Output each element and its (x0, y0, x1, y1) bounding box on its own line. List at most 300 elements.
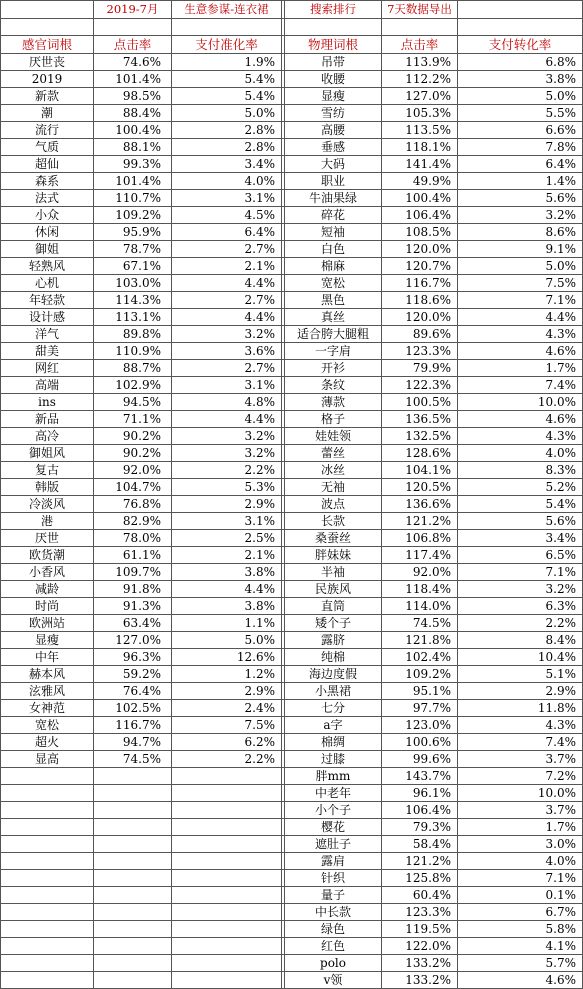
physical-keyword-cell: 棉绸 (285, 734, 382, 751)
right-cvr-cell: 4.4% (458, 309, 583, 326)
right-ctr-cell: 100.6% (382, 734, 458, 751)
physical-keyword-cell: 雪纺 (285, 105, 382, 122)
table-row (1, 972, 583, 989)
right-ctr-cell: 58.4% (382, 836, 458, 853)
right-cvr-cell: 7.5% (458, 275, 583, 292)
physical-keyword-cell: 职业 (285, 173, 382, 190)
right-cvr-cell: 7.2% (458, 768, 583, 785)
sense-keyword-cell: 新款 (1, 88, 94, 105)
left-ctr-cell: 99.3% (94, 156, 172, 173)
sense-keyword-cell (1, 785, 94, 802)
right-ctr-cell: 106.4% (382, 802, 458, 819)
left-ctr-cell: 109.2% (94, 207, 172, 224)
header-left-ctr: 点击率 (94, 36, 172, 54)
physical-keyword-cell: 小个子 (285, 802, 382, 819)
table-row (1, 394, 583, 411)
table-row (1, 258, 583, 275)
right-cvr-cell: 6.3% (458, 598, 583, 615)
sense-keyword-cell (1, 955, 94, 972)
physical-keyword-cell: 一字肩 (285, 343, 382, 360)
physical-keyword-cell: 波点 (285, 496, 382, 513)
right-ctr-cell: 105.3% (382, 105, 458, 122)
left-ctr-cell: 110.7% (94, 190, 172, 207)
right-ctr-cell: 100.5% (382, 394, 458, 411)
right-ctr-cell: 123.3% (382, 343, 458, 360)
right-ctr-cell: 123.3% (382, 904, 458, 921)
left-ctr-cell (94, 972, 172, 989)
right-cvr-cell: 3.7% (458, 751, 583, 768)
right-cvr-cell: 5.7% (458, 955, 583, 972)
sense-keyword-cell (1, 972, 94, 989)
physical-keyword-cell: 高腰 (285, 122, 382, 139)
left-ctr-cell: 59.2% (94, 666, 172, 683)
right-cvr-cell: 4.1% (458, 938, 583, 955)
right-ctr-cell: 49.9% (382, 173, 458, 190)
right-cvr-cell: 6.4% (458, 156, 583, 173)
left-cvr-cell: 3.2% (172, 326, 282, 343)
sense-keyword-cell (1, 768, 94, 785)
left-cvr-cell: 4.8% (172, 394, 282, 411)
right-ctr-cell: 121.2% (382, 513, 458, 530)
right-ctr-cell: 120.0% (382, 241, 458, 258)
left-ctr-cell: 76.4% (94, 683, 172, 700)
empty-cell (458, 19, 583, 36)
empty-cell (94, 19, 172, 36)
table-row (1, 700, 583, 717)
right-cvr-cell: 4.6% (458, 411, 583, 428)
left-cvr-cell: 2.8% (172, 122, 282, 139)
left-cvr-cell: 4.4% (172, 309, 282, 326)
right-ctr-cell: 117.4% (382, 547, 458, 564)
left-ctr-cell: 91.8% (94, 581, 172, 598)
left-cvr-cell: 2.7% (172, 292, 282, 309)
right-cvr-cell: 4.6% (458, 343, 583, 360)
sense-keyword-cell (1, 921, 94, 938)
sense-keyword-cell (1, 802, 94, 819)
sense-keyword-cell: 宽松 (1, 717, 94, 734)
physical-keyword-cell: 纯棉 (285, 649, 382, 666)
left-cvr-cell: 2.2% (172, 462, 282, 479)
table-row (1, 734, 583, 751)
title-row (1, 1, 583, 19)
right-ctr-cell: 125.8% (382, 870, 458, 887)
left-cvr-cell: 3.4% (172, 156, 282, 173)
sense-keyword-cell (1, 904, 94, 921)
sense-keyword-cell: 年轻款 (1, 292, 94, 309)
physical-keyword-cell: 适合胯大腿粗 (285, 326, 382, 343)
physical-keyword-cell: 冰丝 (285, 462, 382, 479)
left-cvr-cell (172, 785, 282, 802)
right-ctr-cell: 92.0% (382, 564, 458, 581)
sense-keyword-cell: 女神范 (1, 700, 94, 717)
left-cvr-cell (172, 870, 282, 887)
physical-keyword-cell: 七分 (285, 700, 382, 717)
physical-keyword-cell: 胖mm (285, 768, 382, 785)
physical-keyword-cell: 小黑裙 (285, 683, 382, 700)
table-row (1, 326, 583, 343)
table-row (1, 496, 583, 513)
left-ctr-cell: 88.7% (94, 360, 172, 377)
table-row (1, 785, 583, 802)
left-ctr-cell (94, 802, 172, 819)
table-row (1, 207, 583, 224)
sense-keyword-cell: 森系 (1, 173, 94, 190)
left-cvr-cell: 12.6% (172, 649, 282, 666)
left-cvr-cell (172, 972, 282, 989)
right-ctr-cell: 122.3% (382, 377, 458, 394)
physical-keyword-cell: 显瘦 (285, 88, 382, 105)
sense-keyword-cell: 中年 (1, 649, 94, 666)
right-cvr-cell: 7.8% (458, 139, 583, 156)
right-ctr-cell: 121.2% (382, 853, 458, 870)
right-cvr-cell: 4.3% (458, 326, 583, 343)
left-cvr-cell: 5.3% (172, 479, 282, 496)
table-row (1, 768, 583, 785)
sense-keyword-cell (1, 853, 94, 870)
left-ctr-cell (94, 853, 172, 870)
physical-keyword-cell: 牛油果绿 (285, 190, 382, 207)
left-ctr-cell: 101.4% (94, 71, 172, 88)
empty-cell (1, 19, 94, 36)
left-cvr-cell (172, 853, 282, 870)
right-cvr-cell: 11.8% (458, 700, 583, 717)
table-row (1, 190, 583, 207)
physical-keyword-cell: 短袖 (285, 224, 382, 241)
right-cvr-cell: 1.7% (458, 360, 583, 377)
sense-keyword-cell: 心机 (1, 275, 94, 292)
left-ctr-cell: 95.9% (94, 224, 172, 241)
table-row (1, 564, 583, 581)
left-cvr-cell (172, 887, 282, 904)
right-ctr-cell: 141.4% (382, 156, 458, 173)
left-ctr-cell: 91.3% (94, 598, 172, 615)
table-row (1, 751, 583, 768)
sense-keyword-cell: ins (1, 394, 94, 411)
left-cvr-cell: 2.2% (172, 751, 282, 768)
right-cvr-cell: 9.1% (458, 241, 583, 258)
left-cvr-cell: 3.1% (172, 190, 282, 207)
left-cvr-cell (172, 938, 282, 955)
left-cvr-cell: 2.8% (172, 139, 282, 156)
left-cvr-cell: 2.5% (172, 530, 282, 547)
right-cvr-cell: 2.2% (458, 615, 583, 632)
physical-keyword-cell: 桑蚕丝 (285, 530, 382, 547)
physical-keyword-cell: 蕾丝 (285, 445, 382, 462)
right-ctr-cell: 79.9% (382, 360, 458, 377)
table-row (1, 887, 583, 904)
left-ctr-cell: 82.9% (94, 513, 172, 530)
table-row (1, 122, 583, 139)
physical-keyword-cell: polo (285, 955, 382, 972)
right-cvr-cell: 7.4% (458, 734, 583, 751)
right-cvr-cell: 8.6% (458, 224, 583, 241)
sense-keyword-cell: 高冷 (1, 428, 94, 445)
left-ctr-cell: 74.6% (94, 54, 172, 71)
table-row (1, 938, 583, 955)
physical-keyword-cell: 胖妹妹 (285, 547, 382, 564)
spacer-row (1, 19, 583, 36)
right-ctr-cell: 108.5% (382, 224, 458, 241)
left-ctr-cell: 109.7% (94, 564, 172, 581)
sense-keyword-cell: 厌世丧 (1, 54, 94, 71)
table-row (1, 598, 583, 615)
right-cvr-cell: 3.7% (458, 802, 583, 819)
right-ctr-cell: 106.8% (382, 530, 458, 547)
sense-keyword-cell: 新品 (1, 411, 94, 428)
right-cvr-cell: 3.2% (458, 207, 583, 224)
left-ctr-cell: 78.7% (94, 241, 172, 258)
left-ctr-cell (94, 904, 172, 921)
left-cvr-cell: 1.1% (172, 615, 282, 632)
left-cvr-cell: 3.6% (172, 343, 282, 360)
right-ctr-cell: 109.2% (382, 666, 458, 683)
table-row (1, 173, 583, 190)
table-row (1, 139, 583, 156)
title-export: 7天数据导出 (382, 1, 458, 19)
left-ctr-cell: 110.9% (94, 343, 172, 360)
left-cvr-cell: 4.4% (172, 581, 282, 598)
table-row (1, 666, 583, 683)
right-ctr-cell: 114.0% (382, 598, 458, 615)
sense-keyword-cell: 冷淡风 (1, 496, 94, 513)
left-cvr-cell: 1.2% (172, 666, 282, 683)
physical-keyword-cell: 海边度假 (285, 666, 382, 683)
physical-keyword-cell: 绿色 (285, 921, 382, 938)
table-row (1, 105, 583, 122)
right-ctr-cell: 127.0% (382, 88, 458, 105)
table-row (1, 275, 583, 292)
sense-keyword-cell: 泫雅风 (1, 683, 94, 700)
right-ctr-cell: 100.4% (382, 190, 458, 207)
sense-keyword-cell: 显高 (1, 751, 94, 768)
left-cvr-cell: 1.9% (172, 54, 282, 71)
left-cvr-cell: 4.0% (172, 173, 282, 190)
table-row (1, 377, 583, 394)
physical-keyword-cell: 垂感 (285, 139, 382, 156)
table-row (1, 530, 583, 547)
right-ctr-cell: 118.6% (382, 292, 458, 309)
right-cvr-cell: 4.0% (458, 853, 583, 870)
left-cvr-cell: 3.8% (172, 564, 282, 581)
sense-keyword-cell: 欧货潮 (1, 547, 94, 564)
right-cvr-cell: 5.0% (458, 88, 583, 105)
sense-keyword-cell: 减龄 (1, 581, 94, 598)
sense-keyword-cell: 赫本风 (1, 666, 94, 683)
left-cvr-cell (172, 836, 282, 853)
right-cvr-cell: 5.6% (458, 513, 583, 530)
left-ctr-cell: 90.2% (94, 445, 172, 462)
physical-keyword-cell: 宽松 (285, 275, 382, 292)
table-row (1, 445, 583, 462)
right-ctr-cell: 121.8% (382, 632, 458, 649)
right-ctr-cell: 133.2% (382, 955, 458, 972)
left-ctr-cell (94, 887, 172, 904)
right-cvr-cell: 10.0% (458, 394, 583, 411)
right-ctr-cell: 118.1% (382, 139, 458, 156)
sense-keyword-cell: 高端 (1, 377, 94, 394)
physical-keyword-cell: 露脐 (285, 632, 382, 649)
physical-keyword-cell: 中老年 (285, 785, 382, 802)
sense-keyword-cell: 流行 (1, 122, 94, 139)
right-cvr-cell: 1.7% (458, 819, 583, 836)
left-cvr-cell: 3.8% (172, 598, 282, 615)
left-ctr-cell: 88.4% (94, 105, 172, 122)
physical-keyword-cell: 遮肚子 (285, 836, 382, 853)
sense-keyword-cell: 气质 (1, 139, 94, 156)
physical-keyword-cell: 薄款 (285, 394, 382, 411)
right-cvr-cell: 7.1% (458, 870, 583, 887)
table-row (1, 71, 583, 88)
left-ctr-cell: 90.2% (94, 428, 172, 445)
left-cvr-cell (172, 819, 282, 836)
right-ctr-cell: 128.6% (382, 445, 458, 462)
table-row (1, 156, 583, 173)
right-cvr-cell: 6.7% (458, 904, 583, 921)
right-cvr-cell: 5.4% (458, 496, 583, 513)
title-cell-empty (1, 1, 94, 19)
left-cvr-cell: 3.1% (172, 377, 282, 394)
left-ctr-cell: 78.0% (94, 530, 172, 547)
sense-keyword-cell: 港 (1, 513, 94, 530)
right-ctr-cell: 136.5% (382, 411, 458, 428)
right-ctr-cell: 120.5% (382, 479, 458, 496)
table-row (1, 904, 583, 921)
table-row (1, 581, 583, 598)
right-ctr-cell: 102.4% (382, 649, 458, 666)
right-cvr-cell: 5.2% (458, 479, 583, 496)
left-ctr-cell: 101.4% (94, 173, 172, 190)
table-row (1, 683, 583, 700)
table-row (1, 632, 583, 649)
left-cvr-cell: 2.7% (172, 360, 282, 377)
table-row (1, 309, 583, 326)
right-ctr-cell: 60.4% (382, 887, 458, 904)
right-ctr-cell: 113.5% (382, 122, 458, 139)
physical-keyword-cell: 针织 (285, 870, 382, 887)
physical-keyword-cell: 黑色 (285, 292, 382, 309)
sense-keyword-cell: 韩版 (1, 479, 94, 496)
physical-keyword-cell: 吊带 (285, 54, 382, 71)
right-ctr-cell: 106.4% (382, 207, 458, 224)
physical-keyword-cell: 过膝 (285, 751, 382, 768)
physical-keyword-cell: 开衫 (285, 360, 382, 377)
left-ctr-cell: 94.7% (94, 734, 172, 751)
title-ranking: 搜索排行 (285, 1, 382, 19)
right-cvr-cell: 1.4% (458, 173, 583, 190)
table-row (1, 853, 583, 870)
left-ctr-cell: 102.9% (94, 377, 172, 394)
table-row (1, 411, 583, 428)
header-left-cvr: 支付准化率 (172, 36, 282, 54)
header-sense-root: 感官词根 (1, 36, 94, 54)
physical-keyword-cell: 格子 (285, 411, 382, 428)
right-cvr-cell: 7.1% (458, 292, 583, 309)
right-ctr-cell: 122.0% (382, 938, 458, 955)
physical-keyword-cell: 白色 (285, 241, 382, 258)
right-ctr-cell: 74.5% (382, 615, 458, 632)
right-cvr-cell: 5.6% (458, 190, 583, 207)
sense-keyword-cell: 法式 (1, 190, 94, 207)
left-ctr-cell: 116.7% (94, 717, 172, 734)
sense-keyword-cell: 小众 (1, 207, 94, 224)
table-row (1, 428, 583, 445)
left-cvr-cell: 6.2% (172, 734, 282, 751)
header-right-ctr: 点击率 (382, 36, 458, 54)
physical-keyword-cell: 收腰 (285, 71, 382, 88)
physical-keyword-cell: 矮个子 (285, 615, 382, 632)
left-ctr-cell: 67.1% (94, 258, 172, 275)
left-ctr-cell (94, 938, 172, 955)
sense-keyword-cell: 时尚 (1, 598, 94, 615)
physical-keyword-cell: 真丝 (285, 309, 382, 326)
left-cvr-cell (172, 921, 282, 938)
table-row (1, 241, 583, 258)
left-ctr-cell: 100.4% (94, 122, 172, 139)
left-ctr-cell: 103.0% (94, 275, 172, 292)
left-cvr-cell: 4.4% (172, 411, 282, 428)
sense-keyword-cell: 厌世 (1, 530, 94, 547)
left-ctr-cell: 76.8% (94, 496, 172, 513)
left-cvr-cell (172, 955, 282, 972)
left-ctr-cell: 61.1% (94, 547, 172, 564)
sense-keyword-cell: 网红 (1, 360, 94, 377)
header-row (1, 36, 583, 54)
table-row (1, 802, 583, 819)
left-cvr-cell: 5.0% (172, 105, 282, 122)
right-cvr-cell: 6.5% (458, 547, 583, 564)
sense-keyword-cell: 轻熟风 (1, 258, 94, 275)
table-row (1, 717, 583, 734)
physical-keyword-cell: 无袖 (285, 479, 382, 496)
physical-keyword-cell: 红色 (285, 938, 382, 955)
physical-keyword-cell: v领 (285, 972, 382, 989)
sense-keyword-cell: 御姐风 (1, 445, 94, 462)
left-cvr-cell: 2.9% (172, 683, 282, 700)
physical-keyword-cell: 中长款 (285, 904, 382, 921)
physical-keyword-cell: 娃娃领 (285, 428, 382, 445)
left-cvr-cell: 3.2% (172, 428, 282, 445)
empty-cell (382, 19, 458, 36)
left-cvr-cell: 2.1% (172, 547, 282, 564)
right-cvr-cell: 4.3% (458, 428, 583, 445)
physical-keyword-cell: 樱花 (285, 819, 382, 836)
left-cvr-cell: 2.4% (172, 700, 282, 717)
sense-keyword-cell: 超仙 (1, 156, 94, 173)
right-cvr-cell: 4.3% (458, 717, 583, 734)
table-row (1, 513, 583, 530)
right-cvr-cell: 3.8% (458, 71, 583, 88)
left-ctr-cell (94, 819, 172, 836)
title-source: 生意参谋-连衣裙 (172, 1, 282, 19)
table-row (1, 870, 583, 887)
left-ctr-cell (94, 768, 172, 785)
sense-keyword-cell: 小香风 (1, 564, 94, 581)
right-ctr-cell: 104.1% (382, 462, 458, 479)
left-ctr-cell: 98.5% (94, 88, 172, 105)
physical-keyword-cell: 大码 (285, 156, 382, 173)
table-row (1, 54, 583, 71)
right-cvr-cell: 4.6% (458, 972, 583, 989)
physical-keyword-cell: 量子 (285, 887, 382, 904)
right-cvr-cell: 3.0% (458, 836, 583, 853)
left-ctr-cell: 88.1% (94, 139, 172, 156)
left-ctr-cell (94, 870, 172, 887)
right-ctr-cell: 123.0% (382, 717, 458, 734)
header-right-cvr: 支付转化率 (458, 36, 583, 54)
sense-keyword-cell (1, 836, 94, 853)
right-ctr-cell: 99.6% (382, 751, 458, 768)
table-row (1, 547, 583, 564)
